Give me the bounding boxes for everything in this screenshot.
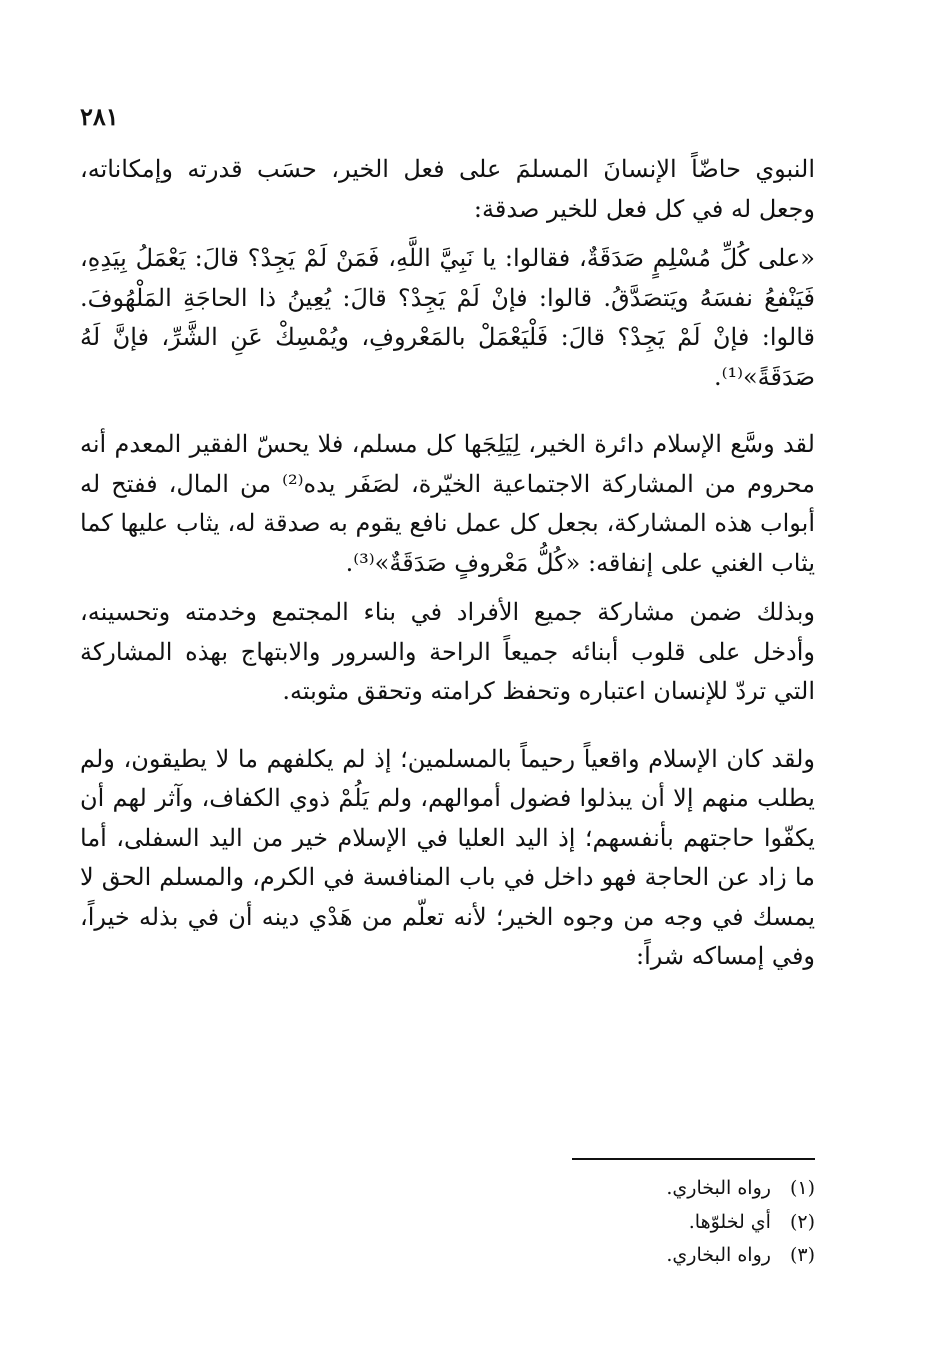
footnote-item: [415, 1172, 815, 1206]
footnote-text: أي لخلوّها.: [688, 1210, 771, 1233]
paragraph-community-participation: وبذلك ضمن مشاركة جميع الأفراد في بناء المجتمع وخدمته وتحسينه، وأدخل على قلوب أبنائه جميعاً الراحة والسرور والابتهاج بهذه المشاركة التي تردّ للإنسان اعتباره وتحفظ كرامته وتحقق مثوبته.: [80, 598, 815, 705]
paragraph-hadith-quote: «على كُلِّ مُسْلِمٍ صَدَقَةٌ، فقالوا: يا نَبِيَّ اللَّهِ، فَمَنْ لَمْ يَجِدْ؟ قالَ: يَعْمَلُ بِيَدِهِ، فَيَنْفعُ نفسَهُ ويَتصَدَّقُ. قالوا: فإنْ لَمْ يَجِدْ؟ قالَ: يُعِينُ ذا الحاجَةِ المَلْهُوفَ. قالوا: فإنْ لَمْ يَجِدْ؟ قالَ: فَلْيَعْمَلْ بالمَعْروفِ، ويُمْسِكْ عَنِ الشَّرِّ، فإنَّ لَهُ صَدَقَةً»⁽¹⁾.: [80, 244, 816, 391]
paragraph-expanding-charity: لقد وسَّع الإسلام دائرة الخير، لِيَلِجَها كل مسلم، فلا يحسّ الفقير المعدم أنه محروم من المشاركة الاجتماعية الخيّرة، لصَفَر يده⁽²⁾ من المال، ففتح له أبواب هذه المشاركة، بجعل كل عمل نافع يقوم به صدقة له، يثاب عليها كما يثاب الغني على إنفاقه: «كُلُّ مَعْروفٍ صَدَقَةٌ»⁽³⁾.: [80, 430, 816, 577]
body-text: [80, 150, 815, 977]
footnote-number: (١): [789, 1177, 815, 1199]
footnotes: [415, 1172, 815, 1273]
paragraph-realistic-islam: ولقد كان الإسلام واقعياً رحيماً بالمسلمين؛ إذ لم يكلفهم ما لا يطيقون، ولم يطلب منهم إلا أن يبذلوا فضول أموالهم، ولم يَلُمْ ذوي الكفاف، وآثر لهم أن يكفّوا حاجتهم بأنفسهم؛ إذ اليد العليا في الإسلام خير من اليد السفلى، أما ما زاد عن الحاجة فهو داخل في باب المنافسة في الكرم، والمسلم الحق لا يمسك في وجه من وجوه الخير؛ لأنه تعلّم من هَدْي دينه أن في بذله خيراً، وفي إمساكه شراً:: [80, 744, 815, 970]
page-number: ٢٨١: [80, 102, 119, 131]
footnote-item: [415, 1206, 815, 1240]
footnote-text: رواه البخاري.: [666, 1244, 771, 1266]
footnote-text: رواه البخاري.: [666, 1177, 771, 1199]
footnote-item: [415, 1239, 815, 1273]
paragraph-intro: النبوي حاضّاً الإنسانَ المسلمَ على فعل الخير، حسَب قدرته وإمكاناته، وجعل له في كل فعل للخير صدقة:: [80, 155, 815, 223]
footnote-number: (٢): [789, 1210, 815, 1233]
footnote-number: (٣): [789, 1244, 815, 1266]
footnote-separator: [572, 1158, 815, 1160]
